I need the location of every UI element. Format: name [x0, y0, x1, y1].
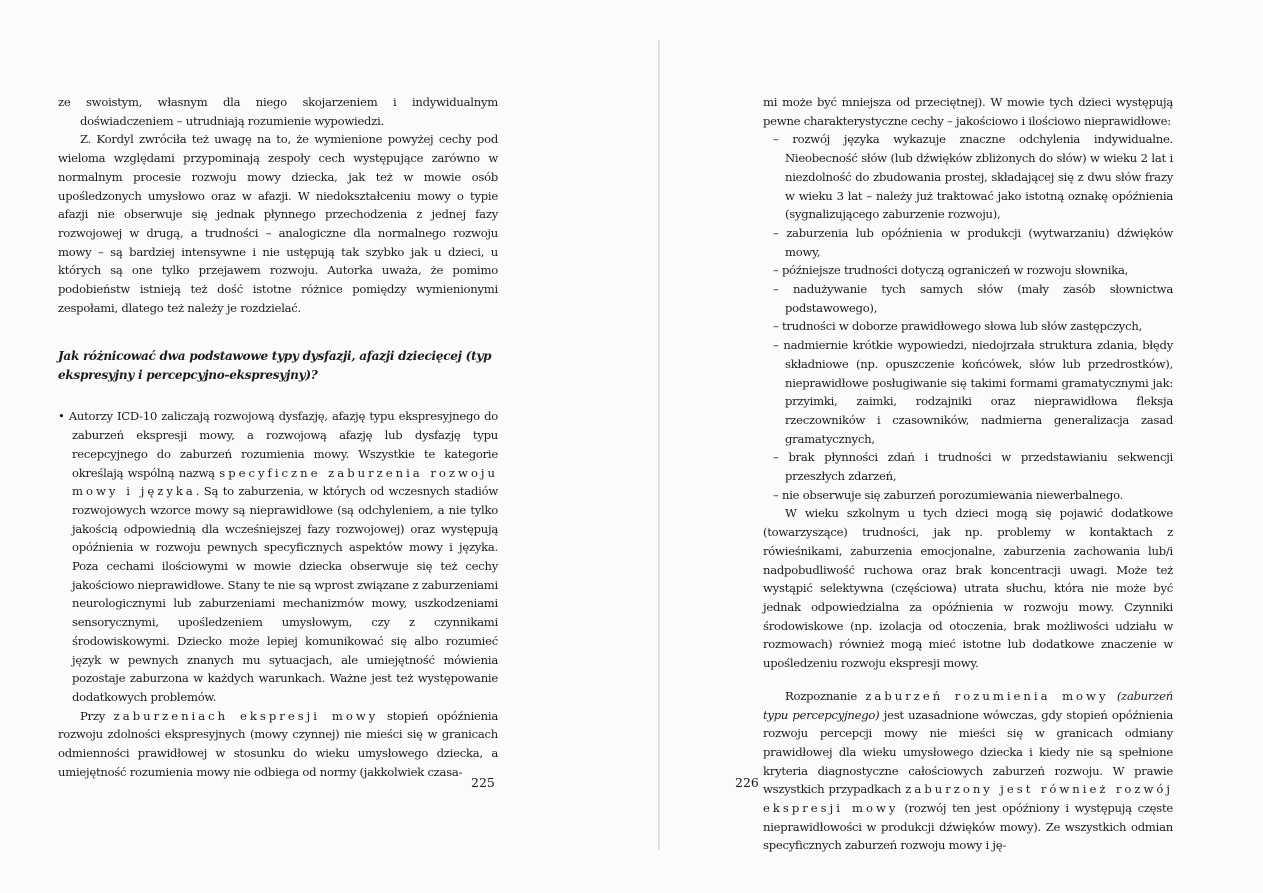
- bullet-spaced-term: specyficzne zaburzenia rozwoju mowy i języka: [72, 465, 498, 499]
- list-item: – nadmiernie krótkie wypowiedzi, niedojrzała struktura zdania, błędy składniowe (np. opuszczenie końcówek, słów lub przedrostków), nieprawidłowe posługiwanie się takimi formami gramatycznymi jak: przyimki, zaimki, rodzajniki oraz nieprawidłowa fleksja rzeczowników i czasowników, nadmierna generalizacja zasad gramatycznych,: [773, 338, 1173, 446]
- r3-spaced-term-2: zaburzony jest również rozwój ekspresji mowy: [763, 782, 1174, 816]
- list-item: – nadużywanie tych samych słów (mały zasób słownictwa podstawowego),: [773, 282, 1173, 315]
- page-number-right: 226: [735, 775, 759, 790]
- r3-spaced-term-1: zaburzeń rozumienia mowy: [865, 688, 1109, 703]
- r3-italic: (zaburzeń typu percepcyjnego): [763, 688, 1173, 722]
- feature-list: [763, 130, 1173, 504]
- right-paragraph-1: mi może być mniejsza od przeciętnej). W mowie tych dzieci występują pewne charakterystyczne cechy – jakościowo i ilościowo nieprawidłowe:: [763, 95, 1173, 128]
- r3-text-a: Rozpoznanie: [785, 688, 857, 703]
- list-item: – nie obserwuje się zaburzeń porozumiewania niewerbalnego.: [773, 487, 1124, 502]
- section-heading: Jak różnicować dwa podstawowe typy dysfazji, afazji dziecięcej (typ ekspresyjny i percepcyjno-ekspresyjny)?: [58, 349, 492, 383]
- left-bullet-paragraph: • Autorzy ICD-10 zaliczają rozwojową dysfazję, afazję typu ekspresyjnego do zaburzeń ekspresji mowy, a rozwojową afazję lub dysfazję typu recepcyjnego do zaburzeń rozumienia mowy. Wszystkie te kategorie określają wspólną nazwą specyficzne zaburzenia rozwoju mowy i języka. Są to zaburzenia, w których od wczesnych stadiów rozwojowych wzorce mowy są nieprawidłowe (są odchyleniem, a nie tylko jakością odpowiednią dla wcześniejszej fazy rozwojowej) oraz występują opóźnienia w rozwoju pewnych specyficznych aspektów mowy i języka. Poza cechami ilościowymi w mowie dziecka obserwuje się też cechy jakościowo nieprawidłowe. Stany te nie są wprost związane z zaburzeniami neurologicznymi lub zaburzeniami mechanizmów mowy, uszkodzeniami sensorycznymi, upośledzeniem umysłowym, czy z czynnikami środowiskowymi. Dziecko może lepiej komunikować się albo rozumieć język w pewnych znanych mu sytuacjach, ale umiejętność mówienia pozostaje zaburzona w każdych warunkach. Ważne jest też występowanie dodatkowych problemów.: [58, 409, 499, 704]
- list-item: – późniejsze trudności dotyczą ograniczeń w rozwoju słownika,: [773, 263, 1129, 278]
- book-gutter: [658, 40, 660, 850]
- left-paragraph-1: ze swoistym, własnym dla niego skojarzeniem i indywidualnym doświadczeniem – utrudniają rozumienie wypowiedzi.: [58, 95, 498, 128]
- paragraph-gap: [763, 673, 1173, 687]
- right-paragraph-2: W wieku szkolnym u tych dzieci mogą się pojawić dodatkowe (towarzyszące) trudności, jak np. problemy w kontaktach z rówieśnikami, zaburzenia emocjonalne, zaburzenia zachowania lub/i nadpobudliwość ruchowa oraz brak koncentracji uwagi. Może też wystąpić selektywna (częściowa) utrata słuchu, która nie może być jednak odpowiedzialna za opóźnienia w rozwoju mowy. Czynniki środowiskowe (np. izolacja od otoczenia, brak możliwości udziału w rozmowach) również mogą mieć istotne lub dodatkowe znaczenie w upośledzeniu rozwoju ekspresji mowy.: [763, 506, 1173, 671]
- r3-text-b: jest uzasadnione wówczas, gdy stopień opóźnienia rozwoju percepcji mowy nie mieści się w granicach odmiany prawidłowej dla wieku umysłowego dziecka i kiedy nie są spełnione kryteria diagnostyczne całościowych zaburzeń rozwoju. W prawie wszystkich przypadkach: [763, 707, 1174, 797]
- p3-text-a: Przy: [80, 708, 106, 723]
- p3-text-b: stopień opóźnienia rozwoju zdolności ekspresyjnych (mowy czynnej) nie mieści się w granicach odmienności prawidłowej w stosunku do wieku umysłowego dziecka, a umiejętność rozumienia mowy nie odbiega od normy (jakkolwiek czasa-: [58, 708, 499, 779]
- list-item: – zaburzenia lub opóźnienia w produkcji (wytwarzaniu) dźwięków mowy,: [773, 225, 1173, 259]
- left-paragraph-2: Z. Kordyl zwróciła też uwagę na to, że wymienione powyżej cechy pod wieloma względami przypominają zespoły cech występujące zarówno w normalnym procesie rozwoju mowy dziecka, jak też w mowie osób upośledzonych umysłowo oraz w afazji. W niedokształceniu mowy o typie afazji nie obserwuje się jednak płynnego przechodzenia z jednej fazy rozwojowej w drugą, a trudności – analogiczne dla normalnego rozwoju mowy – są bardziej intensywne i nie ustępują tak szybko jak u dzieci, u których są one tylko przejawem rozwoju. Autorka uważa, że pomimo podobieństw istnieją też dość istotne różnice pomiędzy wymienionymi zespołami, dlatego też należy je rozdzielać.: [58, 132, 498, 315]
- right-page: [763, 93, 1173, 855]
- p3-spaced-term: zaburzeniach ekspresji mowy: [113, 708, 379, 723]
- right-paragraph-3: [763, 687, 1173, 855]
- page-number-left: 225: [471, 775, 495, 790]
- left-paragraph-3: [58, 707, 498, 782]
- bullet-text-b: . Są to zaburzenia, w których od wczesnych stadiów rozwojowych wzorce mowy są nieprawidłowe (są odchyleniem, a nie tylko jakością odpowiednią dla wcześniejszej fazy rozwojowej) oraz występują opóźnienia w rozwoju pewnych specyficznych aspektów mowy i języka. Poza cechami ilościowymi w mowie dziecka obserwuje się też cechy jakościowo nieprawidłowe. Stany te nie są wprost związane z zaburzeniami neurologicznymi lub zaburzeniami mechanizmów mowy, uszkodzeniami sensorycznymi, upośledzeniem umysłowym, czy z czynnikami środowiskowymi. Dziecko może lepiej komunikować się albo rozumieć język w pewnych znanych mu sytuacjach, ale umiejętność mówienia pozostaje zaburzona w każdych warunkach. Ważne jest też występowanie dodatkowych problemów.: [72, 484, 499, 704]
- list-item: – trudności w doborze prawidłowego słowa lub słów zastępczych,: [773, 319, 1143, 334]
- list-item: – rozwój języka wykazuje znaczne odchylenia indywidualne. Nieobecność słów (lub dźwięków zbliżonych do słów) w wieku 2 lat i niezdolność do zbudowania prostej, składającej się z dwu słów frazy w wieku 3 lat – należy już traktować jako istotną oznakę opóźnienia (sygnalizującego zaburzenie rozwoju),: [773, 132, 1173, 222]
- bullet-text-a: Autorzy ICD-10 zaliczają rozwojową dysfazję, afazję typu ekspresyjnego do zaburzeń ekspresji mowy, a rozwojową afazję lub dysfazję typu recepcyjnego do zaburzeń rozumienia mowy. Wszystkie te kategorie określają wspólną nazwą: [68, 409, 499, 480]
- list-item: – brak płynności zdań i trudności w przedstawianiu sekwencji przeszłych zdarzeń,: [773, 450, 1173, 484]
- r3-text-c: (rozwój ten jest opóźniony i występują częste nieprawidłowości w produkcji dźwięków mowy). Ze wszystkich odmian specyficznych zaburzeń rozwoju mowy i ję-: [763, 801, 1174, 853]
- left-page: [58, 93, 498, 782]
